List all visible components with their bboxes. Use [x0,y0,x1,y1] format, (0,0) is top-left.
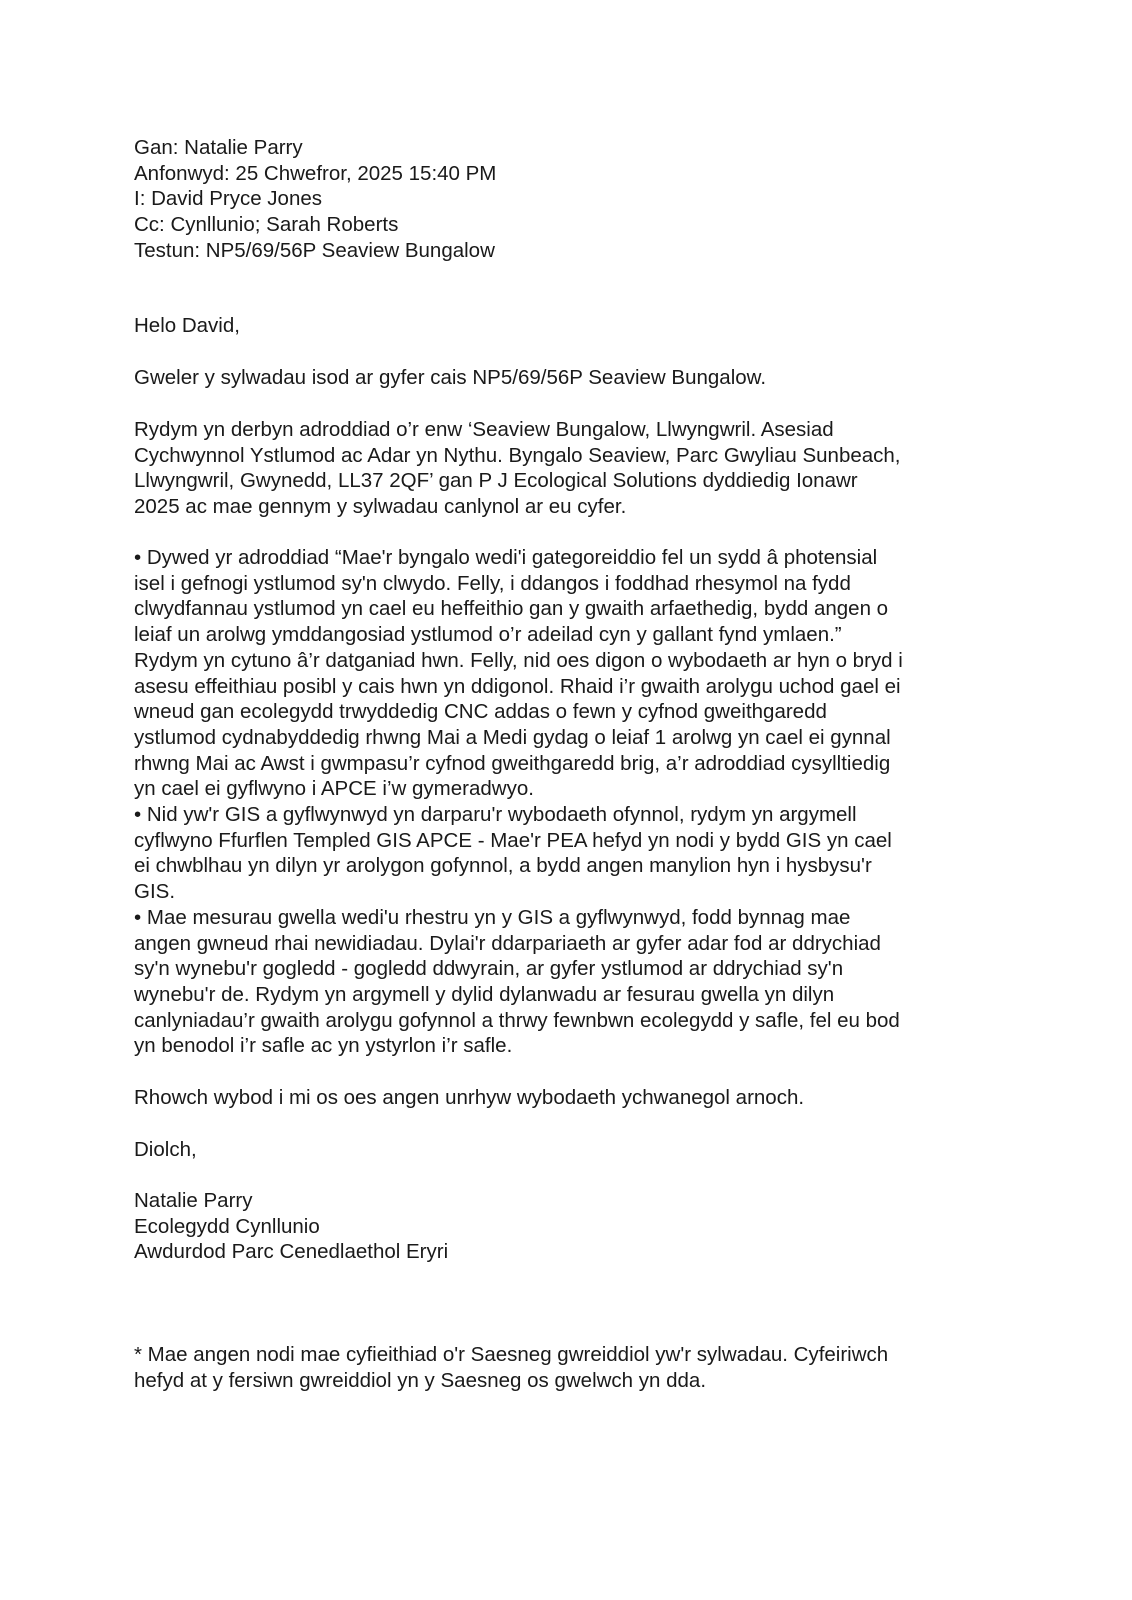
signature-name: Natalie Parry [134,1189,253,1212]
intro [134,365,766,391]
bullet-line: yn cael ei gyflwyno i APCE i’w gymeradwyo. [134,777,534,801]
bullet-bat-survey [134,545,903,802]
bullet-line: • Dywed yr adroddiad “Mae'r byngalo wedi'i gategoreiddio fel un sydd â photensial [134,546,878,569]
signature-organisation: Awdurdod Parc Cenedlaethol Eryri [134,1240,449,1264]
bullet-line: ei chwblhau yn dilyn yr arolygon gofynnol, a bydd angen manylion hyn i hysbysu'r [134,854,872,878]
bullet-line: leiaf un arolwg ymddangosiad ystlumod o’r adeilad cyn y gallant fynd ymlaen.” [134,623,842,647]
bullet-line: cyflwyno Ffurflen Templed GIS APCE - Mae'r PEA hefyd yn nodi y bydd GIS yn cael [134,828,892,852]
bullet-line: angen gwneud rhai newidiadau. Dylai'r ddarpariaeth ar gyfer adar fod ar ddrychiad [134,931,881,955]
bullet-line: sy'n wynebu'r gogledd - gogledd ddwyrain, ar gyfer ystlumod ar ddrychiad sy'n [134,957,844,981]
bullet-line: Rydym yn cytuno â’r datganiad hwn. Felly, nid oes digon o wybodaeth ar hyn o bryd i [134,648,903,672]
header-to: I: David Pryce Jones [134,187,322,211]
bullet-line: GIS. [134,880,176,904]
header-from: Gan: Natalie Parry [134,136,303,159]
signoff-text: Diolch, [134,1138,197,1161]
bullet-line: • Mae mesurau gwella wedi'u rhestru yn y GIS a gyflwynwyd, fodd bynnag mae [134,905,851,929]
header-subject: Testun: NP5/69/56P Seaview Bungalow [134,238,495,262]
bullet-line: clwydfannau ystlumod yn cael eu heffeithio gan y gwaith arfaethedig, bydd angen o [134,597,889,621]
bullet-line: • Nid yw'r GIS a gyflwynwyd yn darparu'r wybodaeth ofynnol, rydym yn argymell [134,803,857,827]
paragraph-line: Llwyngwril, Gwynedd, LL37 2QF’ gan P J Ecological Solutions dyddiedig Ionawr [134,469,858,493]
bullet-line: yn benodol i’r safle ac yn ystyrlon i’r safle. [134,1034,513,1058]
paragraph-line: 2025 ac mae gennym y sylwadau canlynol ar eu cyfer. [134,495,627,519]
note-line: hefyd at y fersiwn gwreiddiol yn y Saesneg os gwelwch yn dda. [134,1368,707,1392]
bullet-line: canlyniadau’r gwaith arolygu gofynnol a thrwy fewnbwn ecolegydd y safle, fel eu bod [134,1008,900,1032]
greeting-text: Helo David, [134,314,240,337]
signature-role: Ecolegydd Cynllunio [134,1214,320,1238]
bullet-line: rhwng Mai ac Awst i gwmpasu’r cyfnod gweithgaredd brig, a’r adroddiad cysylltiedig [134,751,891,775]
greeting [134,313,240,339]
header-sent: Anfonwyd: 25 Chwefror, 2025 15:40 PM [134,161,497,185]
bullet-line: asesu effeithiau posibl y cais hwn yn ddigonol. Rhaid i’r gwaith arolygu uchod gael ei [134,674,901,698]
signature [134,1188,448,1265]
header-cc: Cc: Cynllunio; Sarah Roberts [134,213,399,237]
signoff [134,1137,197,1163]
intro-text: Gweler y sylwadau isod ar gyfer cais NP5/69/56P Seaview Bungalow. [134,366,767,389]
bullet-gis [134,802,903,905]
paragraph-line: Rydym yn derbyn adroddiad o’r enw ‘Seaview Bungalow, Llwyngwril. Asesiad [134,418,834,441]
closing-text: Rhowch wybod i mi os oes angen unrhyw wybodaeth ychwanegol arnoch. [134,1086,805,1109]
note-line: * Mae angen nodi mae cyfieithiad o'r Saesneg gwreiddiol yw'r sylwadau. Cyfeiriwch [134,1343,889,1366]
email-header [134,135,496,264]
bullet-line: wneud gan ecolegydd trwyddedig CNC addas o fewn y cyfnod gweithgaredd [134,700,827,724]
bullet-line: ystlumod cydnabyddedig rhwng Mai a Medi gydag o leiaf 1 arolwg yn cael ei gynnal [134,725,891,749]
report-paragraph [134,417,901,520]
translation-note [134,1342,888,1393]
bullet-line: wynebu'r de. Rydym yn argymell y dylid dylanwadu ar fesurau gwella yn dilyn [134,982,835,1006]
closing [134,1085,804,1111]
paragraph-line: Cychwynnol Ystlumod ac Adar yn Nythu. Byngalo Seaview, Parc Gwyliau Sunbeach, [134,443,901,467]
bullet-list [134,545,903,1059]
bullet-line: isel i gefnogi ystlumod sy'n clwydo. Felly, i ddangos i foddhad rhesymol na fydd [134,571,851,595]
bullet-enhancement [134,905,903,1059]
